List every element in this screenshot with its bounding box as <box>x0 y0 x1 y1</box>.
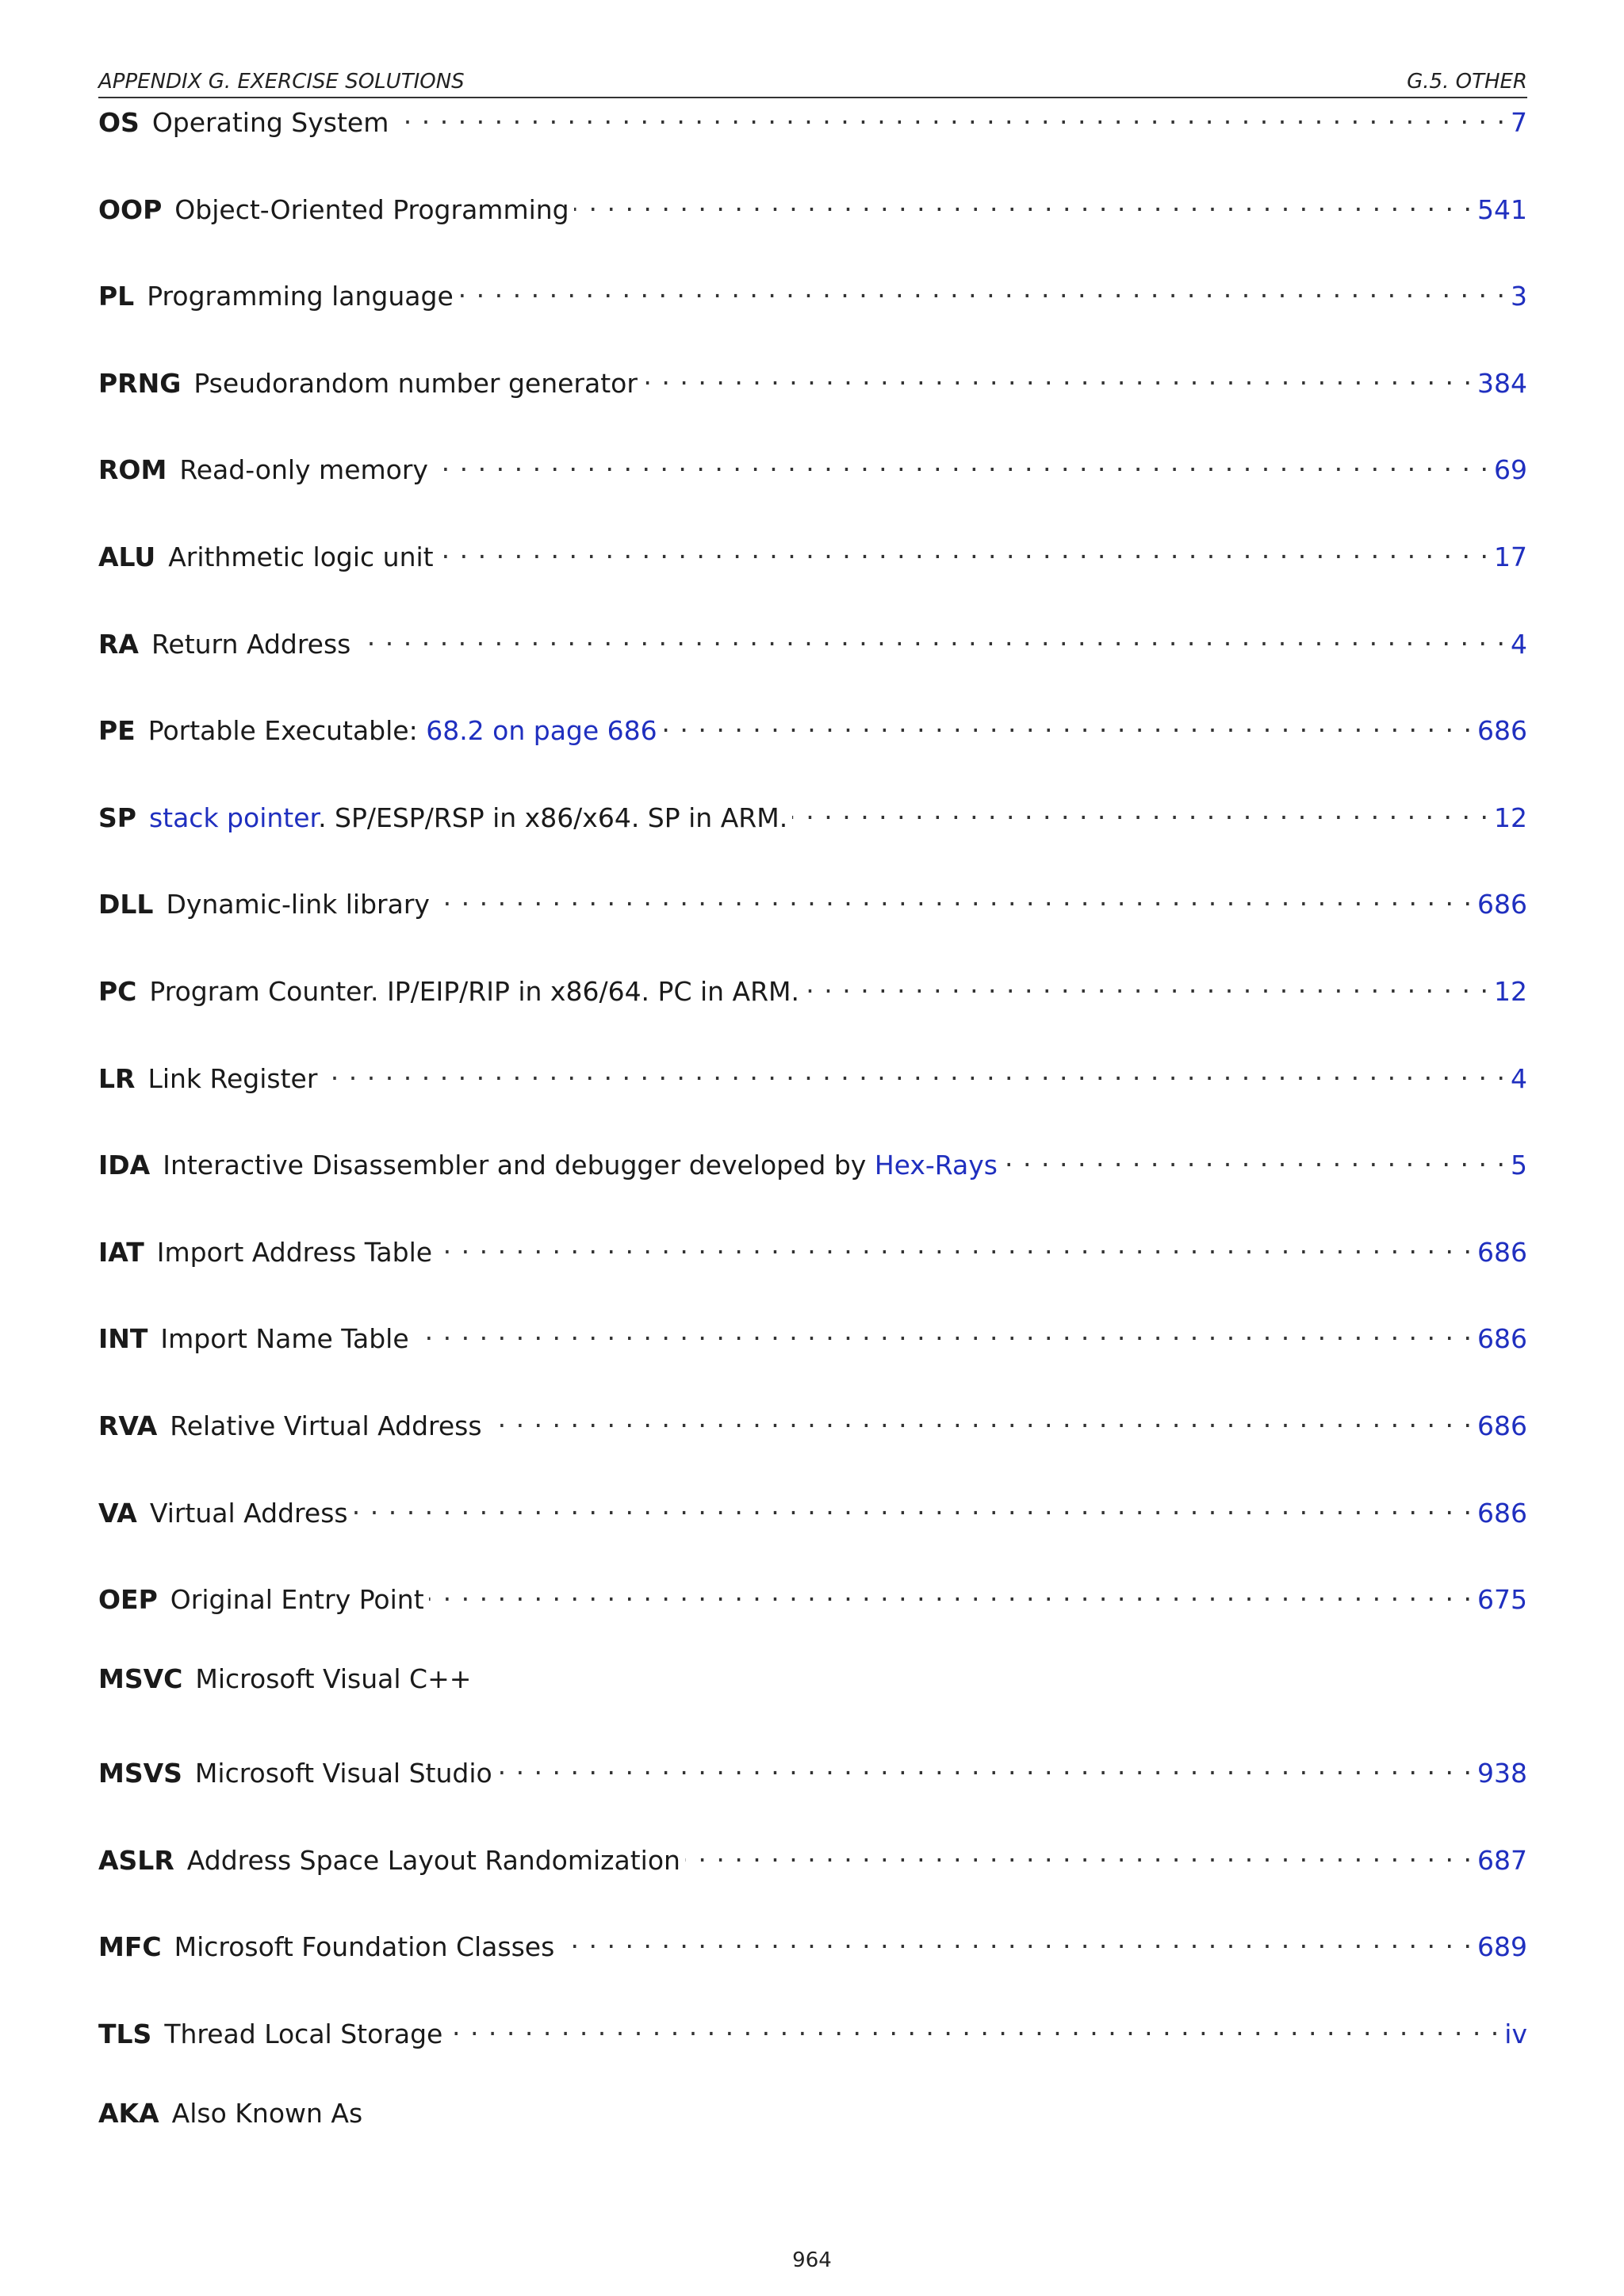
glossary-entry-va <box>98 1489 1527 1529</box>
glossary-entry-rom <box>98 446 1527 486</box>
entry-page-link[interactable]: 686 <box>1477 1410 1527 1441</box>
entry-abbreviation: OEP <box>98 1584 158 1616</box>
entry-abbreviation: PC <box>98 975 137 1007</box>
entry-description <box>170 1410 481 1443</box>
entry-page-link[interactable]: 541 <box>1477 193 1527 225</box>
entry-abbreviation: MSVC <box>98 1663 183 1694</box>
glossary-entry-os <box>98 98 1527 138</box>
entry-page-link[interactable]: 687 <box>1477 1844 1527 1876</box>
entry-description <box>148 714 657 748</box>
dot-leader <box>393 98 1506 132</box>
entry-description <box>147 1062 317 1096</box>
entry-description <box>187 1844 680 1877</box>
entry-description-text: Pseudorandom number generator <box>193 367 638 399</box>
dot-leader <box>322 1054 1506 1088</box>
entry-description-text: Microsoft Foundation Classes <box>174 1931 555 1963</box>
glossary-entry-ra <box>98 620 1527 660</box>
entry-description-text: Virtual Address <box>149 1497 348 1529</box>
glossary-entry-sp <box>98 794 1527 833</box>
entry-description-text: Program Counter. IP/EIP/RIP in x86/64. PC in ARM. <box>149 975 800 1007</box>
entry-page-link[interactable]: 4 <box>1511 628 1527 660</box>
dot-leader <box>804 967 1489 1001</box>
entry-description-text: . SP/ESP/RSP in x86/x64. SP in ARM. <box>318 802 788 833</box>
entry-page-link[interactable]: 12 <box>1494 975 1527 1007</box>
dot-leader <box>437 1228 1473 1261</box>
entry-page-link[interactable]: 384 <box>1477 367 1527 399</box>
glossary-entry-pc <box>98 967 1527 1007</box>
entry-description-text: Address Space Layout Randomization <box>186 1844 680 1876</box>
dot-leader <box>487 1402 1473 1435</box>
glossary-entry-aslr <box>98 1836 1527 1876</box>
dot-leader <box>429 1575 1473 1609</box>
entry-description <box>152 106 389 140</box>
dot-leader <box>355 620 1506 653</box>
dot-leader <box>414 1314 1473 1348</box>
glossary-entry-prng <box>98 359 1527 399</box>
entry-description-text: Link Register <box>147 1062 318 1094</box>
entry-abbreviation: DLL <box>98 889 154 920</box>
entry-description <box>195 1757 492 1790</box>
entry-abbreviation: OOP <box>98 193 163 225</box>
entry-page-link[interactable]: 69 <box>1494 454 1527 486</box>
entry-page-link[interactable]: 5 <box>1511 1150 1527 1181</box>
glossary-entry-pl <box>98 272 1527 312</box>
dot-leader <box>435 880 1473 913</box>
entry-description-text: Interactive Disassembler and debugger developed by <box>163 1150 875 1181</box>
entry-page-link[interactable]: 686 <box>1477 1236 1527 1268</box>
entry-description-text: Programming language <box>147 281 454 312</box>
entry-description-text: Import Name Table <box>160 1323 409 1355</box>
dot-leader <box>497 1749 1473 1782</box>
glossary-entry-dll <box>98 880 1527 920</box>
entry-abbreviation: VA <box>98 1497 137 1529</box>
entry-abbreviation: TLS <box>98 2019 152 2050</box>
entry-abbreviation: SP <box>98 802 136 833</box>
entry-description-text: Relative Virtual Address <box>170 1410 482 1441</box>
page-number: 964 <box>792 2248 832 2272</box>
entry-abbreviation: PL <box>98 281 135 312</box>
entry-page-link[interactable]: 4 <box>1511 1062 1527 1094</box>
glossary-entry-msvc <box>98 1663 1527 1696</box>
entry-description <box>149 802 787 835</box>
entry-description <box>157 1236 432 1269</box>
entry-cross-reference-link[interactable]: Hex-Rays <box>874 1150 998 1181</box>
entry-description <box>149 975 799 1008</box>
dot-leader <box>458 272 1506 305</box>
glossary-entry-lr <box>98 1054 1527 1094</box>
entry-description-text: Microsoft Visual Studio <box>194 1758 492 1789</box>
entry-page-link[interactable]: 17 <box>1494 541 1527 572</box>
entry-cross-reference-link[interactable]: stack pointer <box>148 802 319 833</box>
entry-page-link[interactable]: 675 <box>1477 1584 1527 1616</box>
entry-description-text: Also Known As <box>171 2097 363 2129</box>
entry-abbreviation: MSVS <box>98 1758 182 1789</box>
entry-abbreviation: ROM <box>98 454 167 486</box>
entry-abbreviation: OS <box>98 107 140 138</box>
header-chapter-title: APPENDIX G. EXERCISE SOLUTIONS <box>98 70 465 94</box>
dot-leader <box>433 446 1489 479</box>
entry-description <box>166 888 429 921</box>
entry-page-link[interactable]: 686 <box>1477 715 1527 747</box>
entry-page-link[interactable]: 12 <box>1494 802 1527 833</box>
glossary-entry-mfc <box>98 1923 1527 1963</box>
entry-description-text: Arithmetic logic unit <box>168 541 434 572</box>
header-section-title: G.5. OTHER <box>1407 70 1527 94</box>
entry-cross-reference-link[interactable]: 68.2 on page 686 <box>426 715 657 747</box>
entry-abbreviation: IDA <box>98 1150 151 1181</box>
entry-description-text: Read-only memory <box>179 454 428 486</box>
dot-leader <box>353 1489 1473 1522</box>
entry-description-text: Import Address Table <box>156 1236 433 1268</box>
entry-description <box>151 628 350 661</box>
entry-description-text: Portable Executable: <box>147 715 427 747</box>
glossary-entry-alu <box>98 533 1527 572</box>
entry-description-text: Operating System <box>151 107 389 138</box>
dot-leader <box>792 794 1489 827</box>
entry-description <box>160 1322 408 1356</box>
glossary-entry-oop <box>98 186 1527 225</box>
entry-abbreviation: ALU <box>98 541 156 572</box>
entry-description <box>163 1149 998 1182</box>
entry-description <box>179 453 428 487</box>
entry-page-link[interactable]: 686 <box>1477 889 1527 920</box>
entry-abbreviation: RA <box>98 628 139 660</box>
entry-abbreviation: LR <box>98 1062 136 1094</box>
glossary-entry-aka <box>98 2097 1527 2130</box>
entry-page-link[interactable]: 689 <box>1477 1931 1527 1963</box>
glossary-entry-msvs <box>98 1749 1527 1789</box>
glossary-entry-ida <box>98 1141 1527 1181</box>
glossary-entry-tls <box>98 2010 1527 2050</box>
entry-description <box>170 1583 424 1617</box>
entry-abbreviation: AKA <box>98 2097 159 2129</box>
glossary-entry-int <box>98 1314 1527 1355</box>
entry-description <box>174 193 569 227</box>
entry-page-link[interactable]: 686 <box>1477 1323 1527 1355</box>
dot-leader <box>447 2010 1500 2043</box>
glossary-entry-pe <box>98 706 1527 747</box>
entry-description <box>172 2097 363 2130</box>
entry-abbreviation: MFC <box>98 1931 162 1963</box>
glossary-entry-oep <box>98 1575 1527 1616</box>
entry-page-link[interactable]: 686 <box>1477 1497 1527 1529</box>
entry-page-link[interactable]: 3 <box>1511 281 1527 312</box>
dot-leader <box>574 186 1473 219</box>
entry-abbreviation: PE <box>98 715 136 747</box>
entry-description-text: Thread Local Storage <box>164 2019 443 2050</box>
entry-abbreviation: PRNG <box>98 367 182 399</box>
acronym-glossary <box>98 98 1527 2183</box>
entry-description-text: Microsoft Visual C++ <box>195 1663 472 1694</box>
entry-abbreviation: IAT <box>98 1236 144 1268</box>
entry-page-link[interactable]: 938 <box>1477 1758 1527 1789</box>
entry-description <box>195 1663 471 1696</box>
entry-description <box>193 367 638 400</box>
entry-description <box>168 541 433 574</box>
entry-page-link[interactable]: 7 <box>1511 107 1527 138</box>
running-header <box>98 68 1527 98</box>
dot-leader <box>559 1923 1473 1956</box>
entry-abbreviation: ASLR <box>98 1844 174 1876</box>
entry-description <box>147 280 454 313</box>
glossary-entry-rva <box>98 1402 1527 1441</box>
dot-leader <box>642 359 1473 392</box>
entry-description-text: Dynamic-link library <box>166 889 430 920</box>
entry-description <box>174 1931 555 1964</box>
entry-description <box>150 1497 348 1530</box>
dot-leader <box>685 1836 1473 1869</box>
dot-leader <box>439 533 1489 566</box>
entry-description-text: Object-Oriented Programming <box>174 193 569 225</box>
dot-leader <box>1002 1141 1506 1174</box>
glossary-entry-iat <box>98 1228 1527 1268</box>
entry-description-text: Original Entry Point <box>170 1584 424 1616</box>
entry-description <box>164 2018 442 2051</box>
entry-description-text: Return Address <box>151 628 351 660</box>
entry-page-link[interactable]: iv <box>1504 2019 1527 2050</box>
dot-leader <box>662 706 1473 740</box>
entry-abbreviation: INT <box>98 1323 148 1355</box>
entry-abbreviation: RVA <box>98 1410 158 1441</box>
